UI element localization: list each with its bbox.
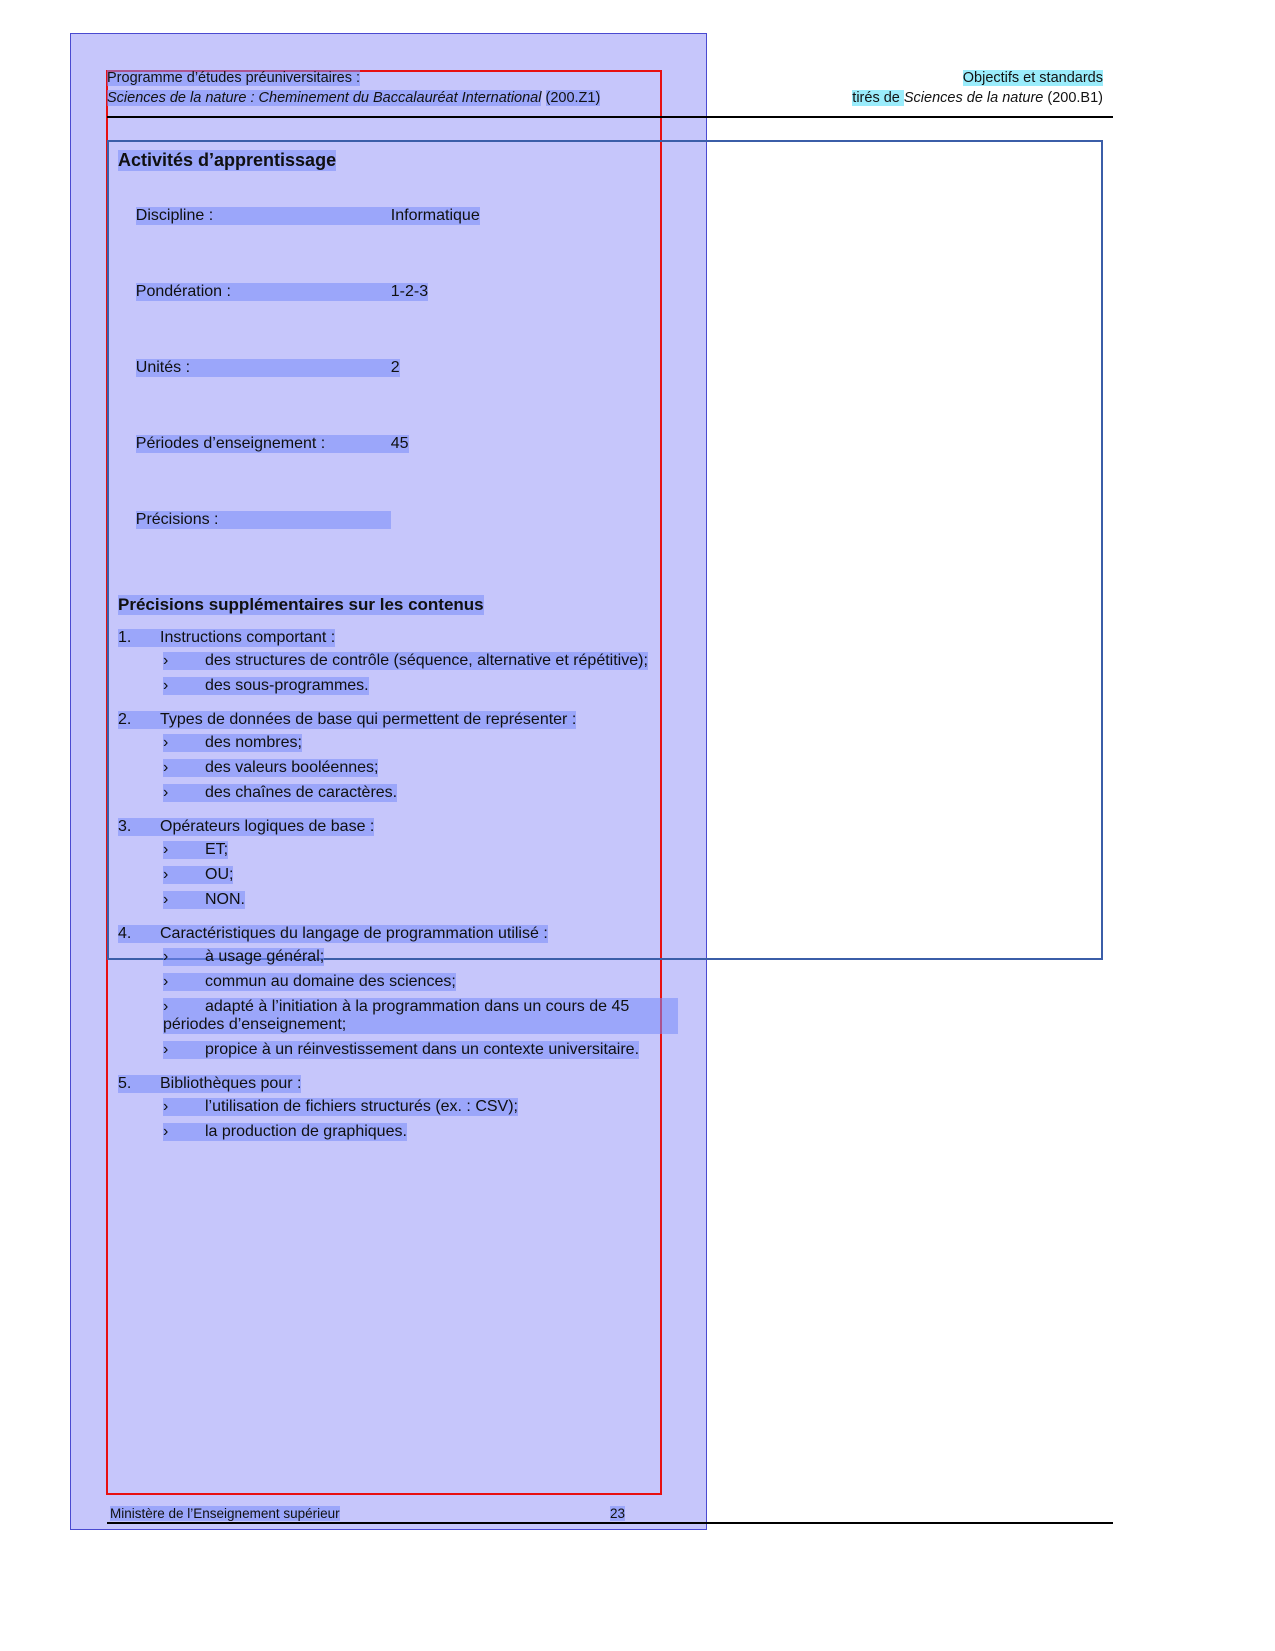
item-heading [118,711,576,729]
item-text: Opérateurs logiques de base : [160,818,375,835]
bullet-line [163,1123,407,1141]
bullet-item [163,948,678,966]
document-body [118,150,678,1157]
page-header [107,68,1103,118]
header-source-line [643,88,1103,108]
bullet-text: OU; [205,866,234,883]
bullet-item [163,734,678,752]
bullet-line [163,1041,639,1059]
field-periodes-value: 45 [390,435,409,452]
list-item [118,818,678,909]
bullet-item [163,973,678,991]
field-periodes [118,417,678,471]
bullet-glyph-icon: › [163,998,169,1015]
bullet-glyph-icon: › [163,891,169,908]
bullet-item [163,866,678,884]
header-program-name: Sciences de la nature : Cheminement du Baccalauréat International [107,90,542,106]
bullet-glyph-icon: › [163,973,169,990]
bullet-item [163,1123,678,1141]
bullet-line [163,998,678,1034]
field-precisions [118,493,678,547]
bullet-line [163,734,302,752]
bullet-glyph-icon: › [163,652,169,669]
bullet-text: adapté à l’initiation à la programmation dans un cours de 45 périodes d’enseignement; [163,998,630,1033]
list-item [118,925,678,1059]
header-source-code: (200.B1) [1047,90,1103,106]
header-left [107,68,667,108]
subsection-title: Précisions supplémentaires sur les contenus [118,595,484,614]
item-bullets [118,841,678,909]
header-program-line [107,68,667,88]
bullet-line [163,759,378,777]
bullet-item [163,784,678,802]
list-item [118,711,678,802]
item-number: 3. [118,818,132,835]
header-program-text: Programme d’études préuniversitaires : [107,70,361,86]
field-ponderation [118,265,678,319]
item-heading [118,1075,301,1093]
item-bullets [118,734,678,802]
item-number: 5. [118,1075,132,1092]
bullet-glyph-icon: › [163,784,169,801]
header-divider [107,116,1113,118]
bullet-item [163,652,678,670]
list-item [118,629,678,695]
item-heading [118,629,335,647]
bullet-glyph-icon: › [163,948,169,965]
field-precisions-label: Précisions : [136,511,391,529]
header-right [643,68,1103,108]
bullet-item [163,677,678,695]
field-discipline-value: Informatique [390,207,480,224]
bullet-line [163,677,369,695]
bullet-glyph-icon: › [163,841,169,858]
bullet-text: des valeurs booléennes; [205,759,379,776]
item-bullets [118,652,678,695]
footer-page-number: 23 [610,1506,626,1521]
header-objectives-line [643,68,1103,88]
footer-ministry: Ministère de l’Enseignement supérieur [110,1506,340,1521]
bullet-glyph-icon: › [163,866,169,883]
item-heading [118,818,374,836]
item-number: 1. [118,629,132,646]
header-source-prefix: tirés de [852,90,904,106]
bullet-glyph-icon: › [163,759,169,776]
list-item [118,1075,678,1141]
bullet-line [163,1098,518,1116]
item-text: Bibliothèques pour : [160,1075,302,1092]
bullet-glyph-icon: › [163,1041,169,1058]
bullet-item [163,759,678,777]
bullet-item [163,1098,678,1116]
section-title: Activités d’apprentissage [118,150,337,170]
bullet-text: des chaînes de caractères. [205,784,398,801]
field-ponderation-value: 1-2-3 [390,283,429,300]
bullet-line [163,948,324,966]
field-periodes-label: Périodes d’enseignement : [136,435,391,453]
field-discipline [118,189,678,243]
header-program-code: (200.Z1) [545,90,601,106]
item-text: Instructions comportant : [160,629,336,646]
bullet-glyph-icon: › [163,734,169,751]
bullet-line [163,891,245,909]
bullet-text: commun au domaine des sciences; [205,973,456,990]
field-unites-value: 2 [390,359,400,376]
field-discipline-label: Discipline : [136,207,391,225]
bullet-glyph-icon: › [163,1123,169,1140]
item-bullets [118,1098,678,1141]
item-bullets [118,948,678,1059]
header-source-name: Sciences de la nature [903,90,1044,106]
field-unites-label: Unités : [136,359,391,377]
bullet-line [163,652,648,670]
bullet-glyph-icon: › [163,677,169,694]
item-text: Caractéristiques du langage de programmation utilisé : [160,925,548,942]
bullet-text: des structures de contrôle (séquence, alternative et répétitive); [205,652,648,669]
bullet-text: la production de graphiques. [205,1123,407,1140]
bullet-item [163,998,678,1034]
bullet-text: des sous-programmes. [205,677,369,694]
field-ponderation-label: Pondération : [136,283,391,301]
item-heading [118,925,548,943]
field-unites [118,341,678,395]
bullet-item [163,841,678,859]
bullet-text: ET; [205,841,229,858]
item-number: 4. [118,925,132,942]
item-number: 2. [118,711,132,728]
bullet-line [163,784,397,802]
contents-list [118,629,678,1141]
bullet-text: à usage général; [205,948,325,965]
bullet-line [163,973,456,991]
bullet-text: des nombres; [205,734,302,751]
footer-divider [107,1522,1113,1524]
bullet-glyph-icon: › [163,1098,169,1115]
header-objectives-text: Objectifs et standards [962,70,1103,86]
bullet-line [163,841,228,859]
item-text: Types de données de base qui permettent de représenter : [160,711,577,728]
header-program-subline [107,88,667,108]
bullet-text: NON. [205,891,245,908]
bullet-item [163,1041,678,1059]
bullet-text: propice à un réinvestissement dans un contexte universitaire. [205,1041,640,1058]
bullet-text: l’utilisation de fichiers structurés (ex. : CSV); [205,1098,518,1115]
bullet-item [163,891,678,909]
bullet-line [163,866,233,884]
